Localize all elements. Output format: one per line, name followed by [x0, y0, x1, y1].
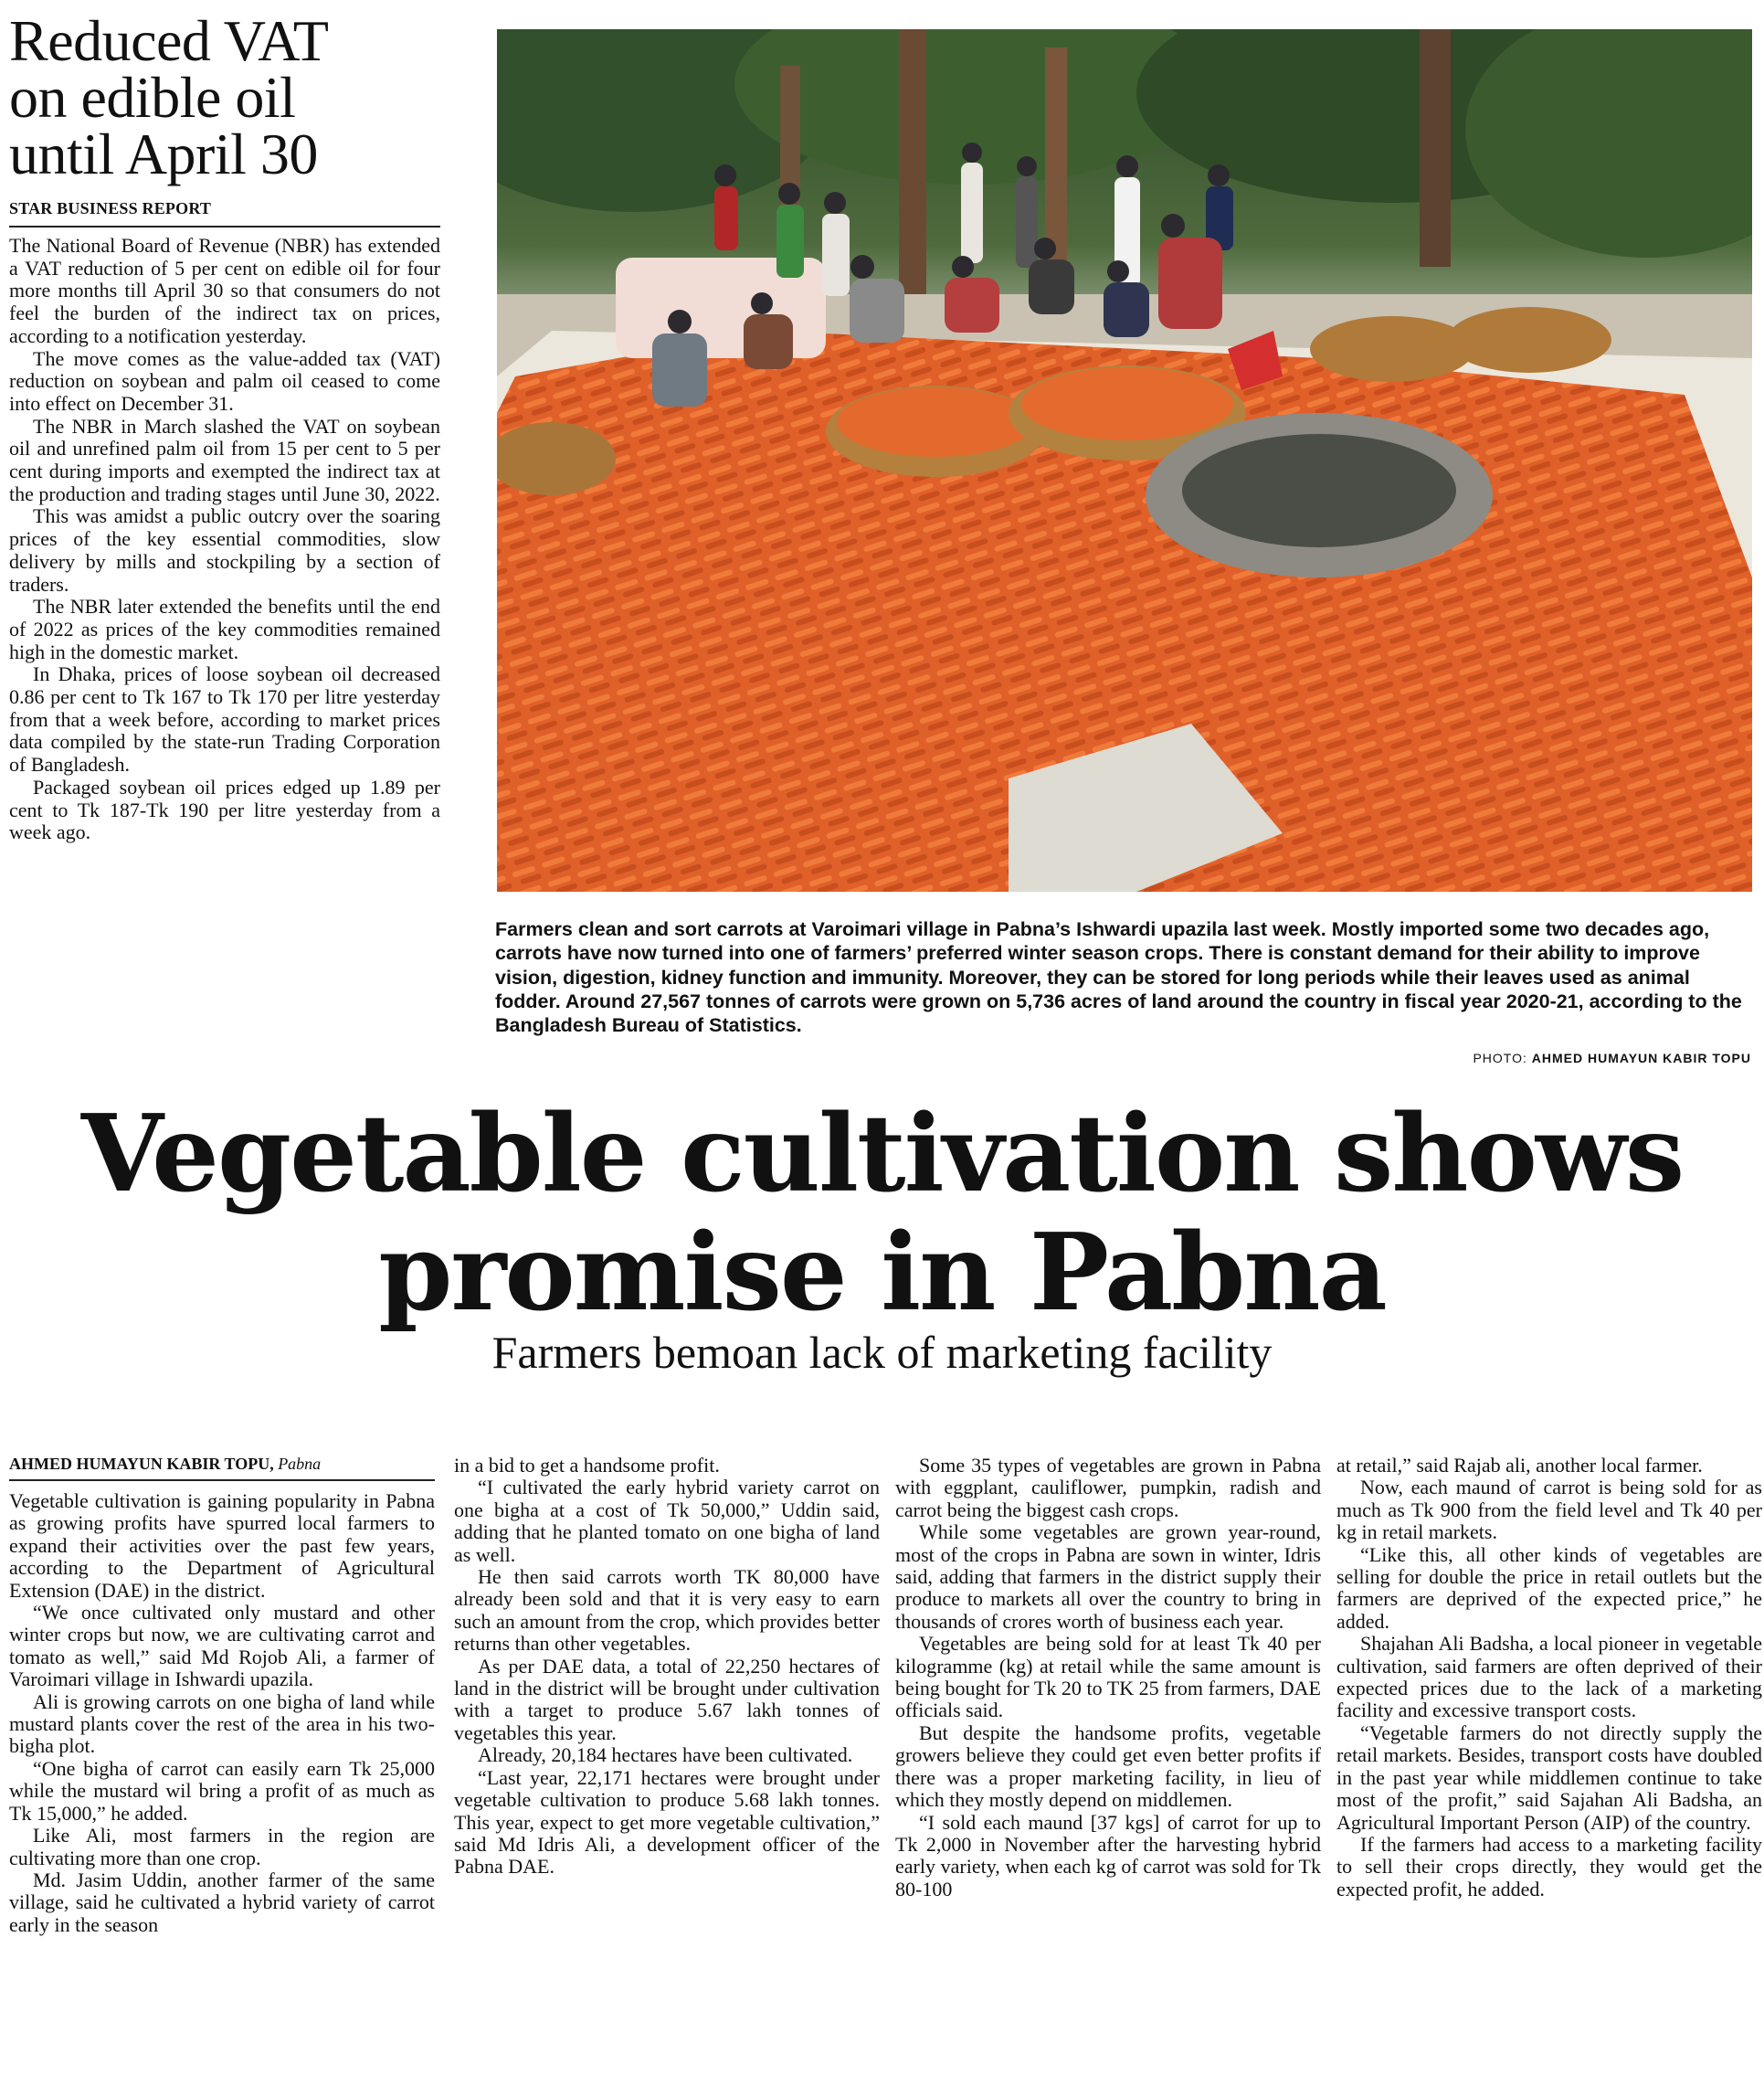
- carrot-sorting-photo[interactable]: [497, 29, 1752, 892]
- paragraph: Ali is growing carrots on one bigha of land while mustard plants cover the rest of the area in his two-bigha plot.: [9, 1689, 435, 1758]
- photo-credit: [1473, 1051, 1751, 1065]
- brief-headline-line: Reduced VAT: [9, 8, 329, 73]
- paragraph: But despite the handsome profits, vegetable growers believe they could get even better profits if there was a proper marketing facility, in lieu of which they mostly depend on middlemen.: [895, 1720, 1321, 1812]
- brief-headline-line: on edible oil: [9, 65, 296, 130]
- paragraph: While some vegetables are grown year-round, most of the crops in Pabna are sown in winter, Idris said, adding that farmers in the district supply their produce to markets all over the country to bring in thousands of crores worth of business each year.: [895, 1520, 1321, 1633]
- paragraph: “I sold each maund [37 kgs] of carrot for up to Tk 2,000 in November after the harvesting hybrid early variety, when each kg of carrot was sold for Tk 80-100: [895, 1810, 1321, 1900]
- paragraph: “We once cultivated only mustard and other winter crops but now, we are cultivating carrot and tomato as well,” said Md Rojob Ali, a farmer of Varoimari village in Ishwardi upazila.: [9, 1601, 435, 1691]
- main-headline[interactable]: [0, 1092, 1764, 1335]
- paragraph: in a bid to get a handsome profit.: [454, 1454, 720, 1477]
- paragraph: Shajahan Ali Badsha, a local pioneer in vegetable cultivation, said farmers are often deprived of their expected prices due to the lack of a marketing facility and excessive transport costs.: [1336, 1632, 1762, 1722]
- brief-body: [9, 226, 440, 844]
- paragraph: “One bigha of carrot can easily earn Tk 25,000 while the mustard wil bring a profit of as much as Tk 15,000,” he added.: [9, 1756, 435, 1825]
- paragraph: If the farmers had access to a marketing facility to sell their crops directly, they would get the expected profit, he added.: [1336, 1832, 1762, 1900]
- article-column-1: [9, 1455, 435, 1936]
- paragraph: As per DAE data, a total of 22,250 hectares of land in the district will be brought under cultivation with a target to produce 5.67 lakh tonnes of vegetables this year.: [454, 1654, 880, 1744]
- paragraph: at retail,” said Rajab ali, another local farmer.: [1336, 1454, 1703, 1477]
- paragraph: In Dhaka, prices of loose soybean oil decreased 0.86 per cent to Tk 167 to Tk 170 per litre yesterday from that a week before, according to market prices data compiled by the state-run Trading Corporation of Bangladesh.: [9, 662, 440, 777]
- article-column-4: [1336, 1455, 1762, 1900]
- brief-headline[interactable]: [9, 8, 440, 186]
- photo-caption: Farmers clean and sort carrots at Varoimari village in Pabna’s Ishwardi upazila last week. Mostly imported some two decades ago, carrots have now turned into one of farmers’ preferred winter season crops. There is constant demand for their ability to improve vision, digestion, kidney function and immunity. Moreover, they can be stored for long periods while their leaves used as animal fodder. Around 27,567 tonnes of carrots were grown on 5,736 acres of land around the country in fiscal year 2020-21, according to the Bangladesh Bureau of Statistics.: [495, 918, 1742, 1037]
- paragraph: Already, 20,184 hectares have been cultivated.: [478, 1743, 853, 1767]
- article-column-2: [454, 1455, 880, 1879]
- paragraph: Md. Jasim Uddin, another farmer of the same village, said he cultivated a hybrid variety of carrot early in the season: [9, 1868, 435, 1936]
- paragraph: Vegetables are being sold for at least Tk 40 per kilogramme (kg) at retail while the same amount is being bought for Tk 20 to TK 25 from farmers, DAE officials said.: [895, 1632, 1321, 1722]
- brief-byline: STAR BUSINESS REPORT: [9, 199, 212, 217]
- paragraph: “Like this, all other kinds of vegetables are selling for double the price in retail outlets but the farmers are deprived of the expected price,” he added.: [1336, 1542, 1762, 1633]
- brief-story: [9, 8, 440, 844]
- main-subhead: Farmers bemoan lack of marketing facility: [491, 1327, 1273, 1378]
- paragraph: Like Ali, most farmers in the region are cultivating more than one crop.: [9, 1824, 435, 1869]
- paragraph: The move comes as the value-added tax (VAT) reduction on soybean and palm oil ceased to come into effect on December 31.: [9, 346, 440, 415]
- credit-name: AHMED HUMAYUN KABIR TOPU: [1531, 1051, 1751, 1065]
- photo-illustration: [497, 29, 1752, 892]
- main-headline-line: Vegetable cultivation shows: [80, 1092, 1684, 1216]
- paragraph: The NBR in March slashed the VAT on soybean oil and unrefined palm oil from 15 per cent to 5 per cent during imports and exempted the indirect tax at the production and trading stages until June 30, 2022.: [9, 414, 440, 505]
- main-headline-line: promise in Pabna: [378, 1211, 1386, 1335]
- paragraph: This was amidst a public outcry over the soaring prices of the key essential commodities, slow delivery by mills and stockpiling by a section of traders.: [9, 504, 440, 596]
- byline-place: Pabna: [278, 1455, 322, 1473]
- paragraph: Some 35 types of vegetables are grown in Pabna with eggplant, cauliflower, pumpkin, radish and carrot being the biggest cash crops.: [895, 1454, 1321, 1521]
- article-column-3: [895, 1455, 1321, 1900]
- paragraph: “I cultivated the early hybrid variety carrot on one bigha at a cost of Tk 50,000,” Uddin said, adding that he planted tomato on one bigha of land as well.: [454, 1476, 880, 1566]
- brief-headline-line: until April 30: [9, 122, 318, 186]
- byline-name: AHMED HUMAYUN KABIR TOPU,: [9, 1455, 274, 1473]
- paragraph: The National Board of Revenue (NBR) has extended a VAT reduction of 5 per cent on edible oil for four more months till April 30 so that consumers do not feel the burden of the indirect tax on prices, according to a notification yesterday.: [9, 234, 440, 347]
- column-body: [9, 1479, 435, 1936]
- paragraph: “Last year, 22,171 hectares were brought under vegetable cultivation to produce 5.68 lakh tonnes. This year, expect to get more vegetable cultivation,” said Md Idris Ali, a development officer of the Pabna DAE.: [454, 1765, 880, 1879]
- paragraph: Vegetable cultivation is gaining popularity in Pabna as growing profits have spurred local farmers to expand their activities over the past few years, according to the Department of Agricultural Extension (DAE) in the district.: [9, 1489, 435, 1602]
- paragraph: The NBR later extended the benefits until the end of 2022 as prices of the key commodities remained high in the domestic market.: [9, 595, 440, 663]
- main-byline: [9, 1455, 435, 1474]
- paragraph: Packaged soybean oil prices edged up 1.89 per cent to Tk 187-Tk 190 per litre yesterday from a week ago.: [9, 775, 440, 844]
- paragraph: “Vegetable farmers do not directly supply the retail markets. Besides, transport costs have doubled in the past year while middlemen continue to take most of the profit,” said Sajahan Ali Badsha, an Agricultural Important Person (AIP) of the country.: [1336, 1720, 1762, 1834]
- paragraph: Now, each maund of carrot is being sold for as much as Tk 900 from the field level and Tk 40 per kg in retail markets.: [1336, 1476, 1762, 1544]
- paragraph: He then said carrots worth TK 80,000 have already been sold and that it is very easy to earn such an amount from the crop, which provides better returns than other vegetables.: [454, 1565, 880, 1656]
- credit-prefix: PHOTO:: [1473, 1051, 1527, 1065]
